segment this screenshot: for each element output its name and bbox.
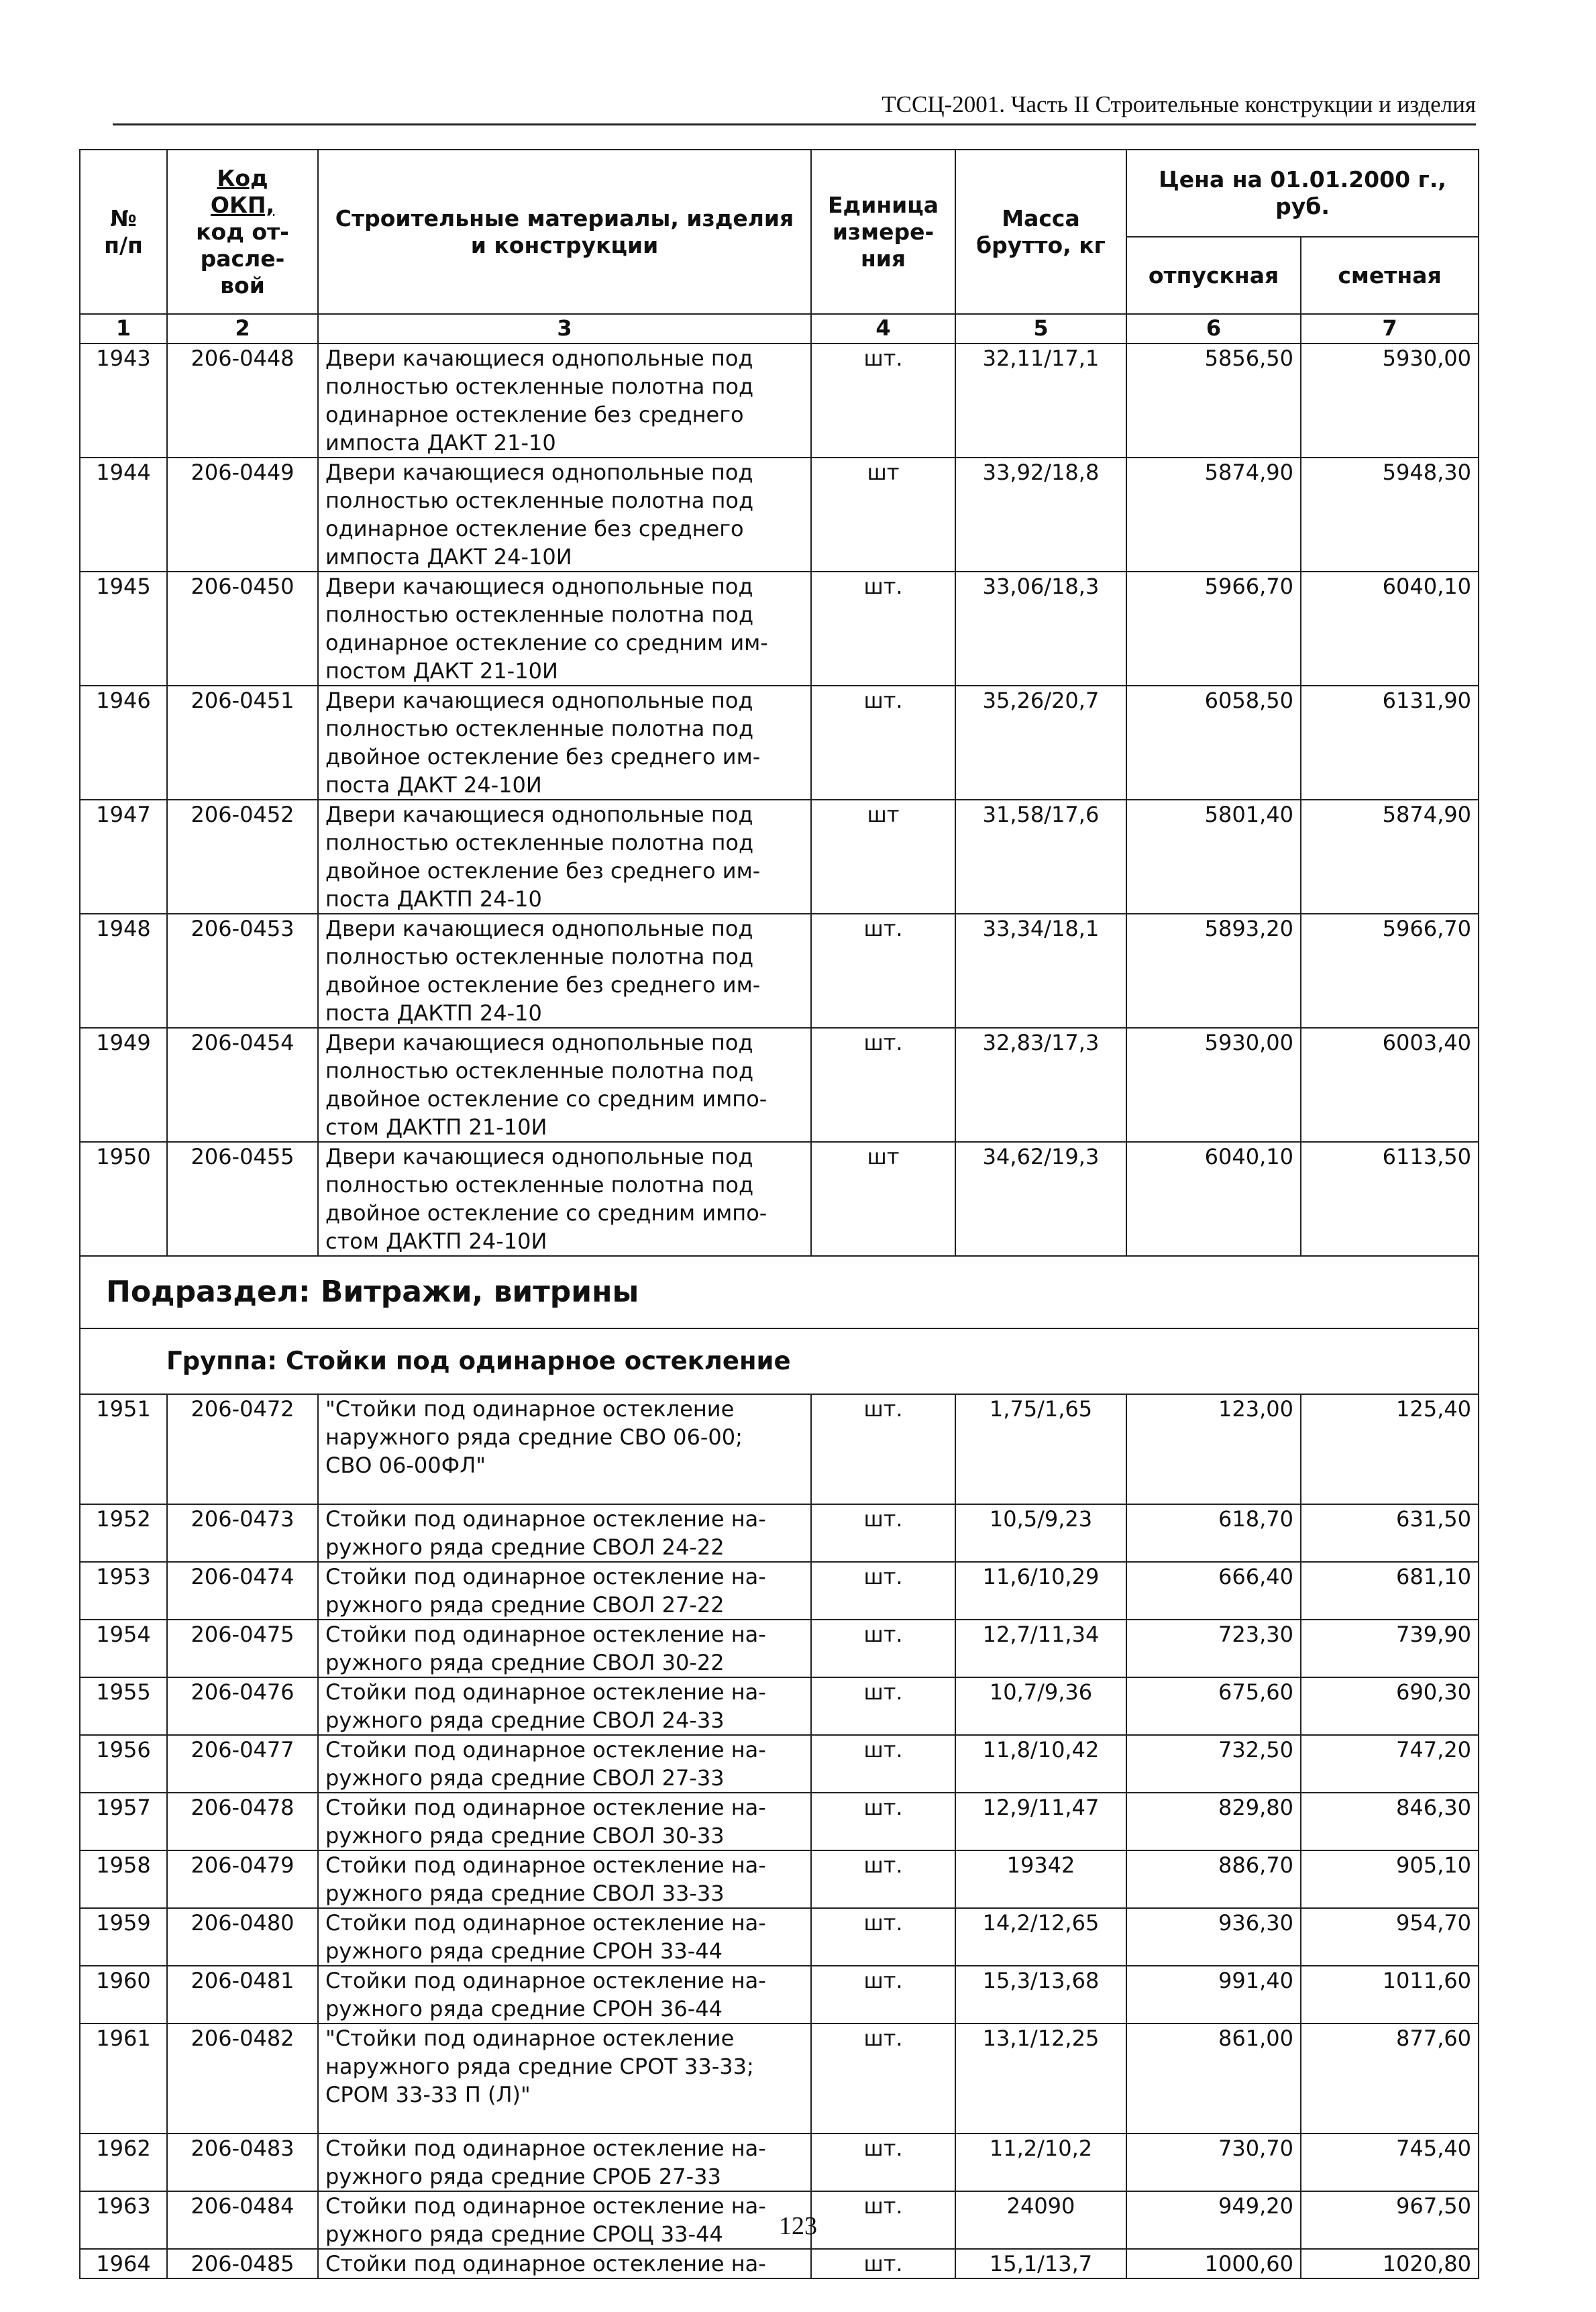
estimate-price: 6003,40 (1301, 1028, 1479, 1142)
table-row (80, 1677, 1479, 1735)
table-row (80, 2134, 1479, 2191)
gross-mass: 24090 (955, 2191, 1126, 2249)
gross-mass: 12,7/11,34 (955, 1620, 1126, 1677)
gross-mass: 10,5/9,23 (955, 1504, 1126, 1562)
material-description (318, 1735, 811, 1793)
header-unit: Единица измере- ния (811, 150, 955, 314)
description-line: Стойки под одинарное остекление на- (325, 1968, 766, 1993)
gross-mass: 15,3/13,68 (955, 1966, 1126, 2024)
estimate-price: 967,50 (1301, 2191, 1479, 2249)
description-line: ружного ряда средние СРОН 36-44 (325, 1996, 723, 2021)
okp-code: 206-0472 (167, 1394, 318, 1504)
description-line: Двери качающиеся однопольные под (325, 1144, 753, 1169)
row-number: 1950 (80, 1142, 167, 1256)
estimate-price: 681,10 (1301, 1562, 1479, 1620)
estimate-price: 125,40 (1301, 1394, 1479, 1504)
row-number: 1945 (80, 572, 167, 686)
release-price: 5856,50 (1126, 344, 1301, 458)
gross-mass: 33,92/18,8 (955, 458, 1126, 572)
description-line: поста ДАКТП 24-10 (325, 1000, 542, 1026)
row-number: 1958 (80, 1850, 167, 1908)
description-line: наружного ряда средние СВО 06-00; (325, 1424, 743, 1450)
release-price: 675,60 (1126, 1677, 1301, 1735)
description-line: двойное остекление со средним импо- (325, 1086, 767, 1112)
estimate-price: 1020,80 (1301, 2249, 1479, 2278)
unit: шт. (811, 1735, 955, 1793)
header-mass: Масса брутто, кг (955, 150, 1126, 314)
row-number: 1946 (80, 686, 167, 800)
description-line: полностью остекленные полотна под (325, 716, 754, 741)
row-number: 1947 (80, 800, 167, 914)
table-row (80, 1394, 1479, 1504)
group-title-row (80, 1328, 1479, 1394)
okp-code: 206-0479 (167, 1850, 318, 1908)
estimate-price: 1011,60 (1301, 1966, 1479, 2024)
row-number: 1955 (80, 1677, 167, 1735)
description-line: Стойки под одинарное остекление на- (325, 1737, 766, 1763)
gross-mass: 33,34/18,1 (955, 914, 1126, 1028)
description-line: Стойки под одинарное остекление на- (325, 2193, 766, 2219)
description-line: ружного ряда средние СВОЛ 27-33 (325, 1765, 725, 1791)
unit: шт. (811, 2024, 955, 2134)
estimate-price: 6113,50 (1301, 1142, 1479, 1256)
release-price: 991,40 (1126, 1966, 1301, 2024)
description-line: Стойки под одинарное остекление на- (325, 1679, 766, 1705)
release-price: 5893,20 (1126, 914, 1301, 1028)
okp-code: 206-0481 (167, 1966, 318, 2024)
table-row (80, 1620, 1479, 1677)
unit: шт. (811, 1850, 955, 1908)
row-number: 1952 (80, 1504, 167, 1562)
estimate-price: 5966,70 (1301, 914, 1479, 1028)
description-line: двойное остекление со средним импо- (325, 1200, 767, 1226)
estimate-price: 6040,10 (1301, 572, 1479, 686)
release-price: 123,00 (1126, 1394, 1301, 1504)
okp-code: 206-0473 (167, 1504, 318, 1562)
description-line: полностью остекленные полотна под (325, 1058, 754, 1084)
estimate-price: 631,50 (1301, 1504, 1479, 1562)
release-price: 666,40 (1126, 1562, 1301, 1620)
row-number: 1960 (80, 1966, 167, 2024)
material-description (318, 1504, 811, 1562)
material-description (318, 1142, 811, 1256)
okp-code: 206-0452 (167, 800, 318, 914)
material-description (318, 914, 811, 1028)
description-line: Двери качающиеся однопольные под (325, 916, 753, 941)
material-description (318, 686, 811, 800)
description-line: Стойки под одинарное остекление на- (325, 2136, 766, 2161)
row-number: 1963 (80, 2191, 167, 2249)
estimate-price: 745,40 (1301, 2134, 1479, 2191)
description-line: поста ДАКТ 24-10И (325, 772, 542, 798)
unit: шт. (811, 1028, 955, 1142)
description-line: ружного ряда средние СВОЛ 30-33 (325, 1823, 725, 1848)
release-price: 5930,00 (1126, 1028, 1301, 1142)
description-line: Стойки под одинарное остекление на- (325, 1564, 766, 1589)
description-line: ружного ряда средние СРОН 33-44 (325, 1938, 723, 1964)
table-row (80, 572, 1479, 686)
gross-mass: 32,83/17,3 (955, 1028, 1126, 1142)
description-line: Стойки под одинарное остекление на- (325, 1795, 766, 1820)
table-row (80, 1735, 1479, 1793)
estimate-price: 905,10 (1301, 1850, 1479, 1908)
gross-mass: 19342 (955, 1850, 1126, 1908)
material-description (318, 2249, 811, 2278)
release-price: 6058,50 (1126, 686, 1301, 800)
estimate-price: 6131,90 (1301, 686, 1479, 800)
table-row (80, 2024, 1479, 2134)
header-release-price: отпускная (1126, 237, 1301, 314)
gross-mass: 12,9/11,47 (955, 1793, 1126, 1850)
okp-code: 206-0453 (167, 914, 318, 1028)
release-price: 5966,70 (1126, 572, 1301, 686)
gross-mass: 32,11/17,1 (955, 344, 1126, 458)
header-name: Строительные материалы, изделия и конструкции (318, 150, 811, 314)
description-line: Двери качающиеся однопольные под (325, 1030, 753, 1055)
description-line: ружного ряда средние СРОБ 27-33 (325, 2164, 721, 2189)
unit: шт. (811, 2249, 955, 2278)
description-line: двойное остекление без среднего им- (325, 858, 761, 884)
header-estimate-price: сметная (1301, 237, 1479, 314)
description-line: полностью остекленные полотна под (325, 602, 754, 627)
description-line: ружного ряда средние СРОЦ 33-44 (325, 2221, 723, 2247)
description-line: Стойки под одинарное остекление на- (325, 1506, 766, 1532)
estimate-price: 954,70 (1301, 1908, 1479, 1966)
release-price: 949,20 (1126, 2191, 1301, 2249)
description-line: поста ДАКТП 24-10 (325, 886, 542, 912)
gross-mass: 15,1/13,7 (955, 2249, 1126, 2278)
unit: шт. (811, 1620, 955, 1677)
description-line: стом ДАКТП 21-10И (325, 1114, 547, 1140)
release-price: 5874,90 (1126, 458, 1301, 572)
okp-code: 206-0483 (167, 2134, 318, 2191)
okp-code: 206-0476 (167, 1677, 318, 1735)
unit: шт. (811, 344, 955, 458)
price-table (79, 149, 1479, 2279)
estimate-price: 690,30 (1301, 1677, 1479, 1735)
unit: шт (811, 458, 955, 572)
header-price-group: Цена на 01.01.2000 г., руб. (1126, 150, 1479, 237)
row-number: 1948 (80, 914, 167, 1028)
material-description (318, 1966, 811, 2024)
row-number: 1951 (80, 1394, 167, 1504)
table-row (80, 686, 1479, 800)
table-row (80, 1504, 1479, 1562)
description-line: полностью остекленные полотна под (325, 1172, 754, 1198)
unit: шт. (811, 1394, 955, 1504)
row-number: 1953 (80, 1562, 167, 1620)
description-line: Двери качающиеся однопольные под (325, 688, 753, 713)
table-row (80, 344, 1479, 458)
gross-mass: 14,2/12,65 (955, 1908, 1126, 1966)
table-row (80, 1850, 1479, 1908)
table-row (80, 1028, 1479, 1142)
gross-mass: 1,75/1,65 (955, 1394, 1126, 1504)
description-line: полностью остекленные полотна под (325, 374, 754, 399)
material-description (318, 800, 811, 914)
unit: шт. (811, 1562, 955, 1620)
description-line: СРОМ 33-33 П (Л)" (325, 2082, 531, 2107)
description-line: ружного ряда средние СВОЛ 33-33 (325, 1881, 725, 1906)
description-line: Стойки под одинарное остекление на- (325, 1622, 766, 1647)
gross-mass: 13,1/12,25 (955, 2024, 1126, 2134)
material-description (318, 2134, 811, 2191)
description-line: ружного ряда средние СВОЛ 24-22 (325, 1534, 725, 1560)
release-price: 618,70 (1126, 1504, 1301, 1562)
okp-code: 206-0448 (167, 344, 318, 458)
unit: шт. (811, 914, 955, 1028)
material-description (318, 1677, 811, 1735)
unit: шт. (811, 572, 955, 686)
description-line: импоста ДАКТ 24-10И (325, 544, 572, 570)
release-price: 1000,60 (1126, 2249, 1301, 2278)
description-line: постом ДАКТ 21-10И (325, 658, 558, 684)
gross-mass: 35,26/20,7 (955, 686, 1126, 800)
table-row (80, 1142, 1479, 1256)
description-line: Двери качающиеся однопольные под (325, 346, 753, 371)
okp-code: 206-0455 (167, 1142, 318, 1256)
description-line: Стойки под одинарное остекление на- (325, 2251, 766, 2276)
okp-code: 206-0485 (167, 2249, 318, 2278)
unit: шт. (811, 2134, 955, 2191)
unit: шт. (811, 2191, 955, 2249)
row-number: 1964 (80, 2249, 167, 2278)
table-row (80, 1966, 1479, 2024)
description-line: "Стойки под одинарное остекление (325, 1396, 735, 1422)
description-line: СВО 06-00ФЛ" (325, 1453, 486, 1478)
estimate-price: 5948,30 (1301, 458, 1479, 572)
column-numbers-row: 1 2 3 4 5 6 7 (80, 314, 1479, 344)
description-line: одинарное остекление со средним им- (325, 630, 768, 655)
estimate-price: 877,60 (1301, 2024, 1479, 2134)
gross-mass: 34,62/19,3 (955, 1142, 1126, 1256)
row-number: 1956 (80, 1735, 167, 1793)
okp-code: 206-0482 (167, 2024, 318, 2134)
row-number: 1961 (80, 2024, 167, 2134)
material-description (318, 344, 811, 458)
estimate-price: 739,90 (1301, 1620, 1479, 1677)
table-row (80, 800, 1479, 914)
description-line: Двери качающиеся однопольные под (325, 574, 753, 599)
gross-mass: 33,06/18,3 (955, 572, 1126, 686)
row-number: 1949 (80, 1028, 167, 1142)
material-description (318, 458, 811, 572)
row-number: 1962 (80, 2134, 167, 2191)
description-line: "Стойки под одинарное остекление (325, 2026, 735, 2051)
release-price: 936,30 (1126, 1908, 1301, 1966)
page-number: 123 (779, 2212, 817, 2240)
description-line: ружного ряда средние СВОЛ 24-33 (325, 1707, 725, 1733)
description-line: двойное остекление без среднего им- (325, 744, 761, 770)
estimate-price: 5930,00 (1301, 344, 1479, 458)
unit: шт (811, 1142, 955, 1256)
unit: шт. (811, 1677, 955, 1735)
unit: шт. (811, 1908, 955, 1966)
release-price: 732,50 (1126, 1735, 1301, 1793)
subsection-title-row (80, 1256, 1479, 1328)
description-line: одинарное остекление без среднего (325, 402, 744, 427)
row-number: 1959 (80, 1908, 167, 1966)
row-number: 1957 (80, 1793, 167, 1850)
description-line: одинарное остекление без среднего (325, 516, 744, 541)
description-line: Стойки под одинарное остекление на- (325, 1852, 766, 1878)
header-num: № п/п (80, 150, 167, 314)
okp-code: 206-0484 (167, 2191, 318, 2249)
material-description (318, 2024, 811, 2134)
table-row (80, 2249, 1479, 2278)
group-title: Группа: Стойки под одинарное остекление (80, 1328, 1479, 1394)
description-line: ружного ряда средние СВОЛ 27-22 (325, 1592, 725, 1618)
description-line: Стойки под одинарное остекление на- (325, 1910, 766, 1936)
description-line: ружного ряда средние СВОЛ 30-22 (325, 1650, 725, 1675)
okp-code: 206-0475 (167, 1620, 318, 1677)
estimate-price: 846,30 (1301, 1793, 1479, 1850)
table-row (80, 1562, 1479, 1620)
gross-mass: 11,2/10,2 (955, 2134, 1126, 2191)
description-line: полностью остекленные полотна под (325, 488, 754, 513)
description-line: импоста ДАКТ 21-10 (325, 430, 556, 456)
okp-code: 206-0477 (167, 1735, 318, 1793)
description-line: полностью остекленные полотна под (325, 944, 754, 969)
release-price: 5801,40 (1126, 800, 1301, 914)
row-number: 1954 (80, 1620, 167, 1677)
material-description (318, 1620, 811, 1677)
estimate-price: 5874,90 (1301, 800, 1479, 914)
okp-code: 206-0454 (167, 1028, 318, 1142)
table-row (80, 914, 1479, 1028)
release-price: 723,30 (1126, 1620, 1301, 1677)
gross-mass: 31,58/17,6 (955, 800, 1126, 914)
okp-code: 206-0450 (167, 572, 318, 686)
description-line: двойное остекление без среднего им- (325, 972, 761, 998)
okp-code: 206-0451 (167, 686, 318, 800)
material-description (318, 1028, 811, 1142)
material-description (318, 1562, 811, 1620)
okp-code: 206-0449 (167, 458, 318, 572)
unit: шт. (811, 1504, 955, 1562)
release-price: 730,70 (1126, 2134, 1301, 2191)
gross-mass: 11,6/10,29 (955, 1562, 1126, 1620)
description-line: Двери качающиеся однопольные под (325, 802, 753, 827)
table-row (80, 458, 1479, 572)
material-description (318, 1908, 811, 1966)
unit: шт. (811, 686, 955, 800)
unit: шт. (811, 1793, 955, 1850)
okp-code: 206-0474 (167, 1562, 318, 1620)
gross-mass: 10,7/9,36 (955, 1677, 1126, 1735)
table-row (80, 1908, 1479, 1966)
release-price: 886,70 (1126, 1850, 1301, 1908)
description-line: наружного ряда средние СРОТ 33-33; (325, 2054, 754, 2079)
release-price: 829,80 (1126, 1793, 1301, 1850)
table-row (80, 1793, 1479, 1850)
release-price: 861,00 (1126, 2024, 1301, 2134)
row-number: 1943 (80, 344, 167, 458)
unit: шт. (811, 1966, 955, 2024)
gross-mass: 11,8/10,42 (955, 1735, 1126, 1793)
okp-code: 206-0480 (167, 1908, 318, 1966)
running-header: ТССЦ-2001. Часть II Строительные конструкции и изделия (113, 86, 1476, 125)
estimate-price: 747,20 (1301, 1735, 1479, 1793)
material-description (318, 1394, 811, 1504)
subsection-title: Подраздел: Витражи, витрины (80, 1256, 1479, 1328)
unit: шт (811, 800, 955, 914)
material-description (318, 572, 811, 686)
description-line: стом ДАКТП 24-10И (325, 1228, 547, 1254)
row-number: 1944 (80, 458, 167, 572)
material-description (318, 1793, 811, 1850)
release-price: 6040,10 (1126, 1142, 1301, 1256)
material-description (318, 1850, 811, 1908)
okp-code: 206-0478 (167, 1793, 318, 1850)
description-line: Двери качающиеся однопольные под (325, 460, 753, 485)
description-line: полностью остекленные полотна под (325, 830, 754, 855)
header-code: Код ОКП, код от- расле- вой (167, 150, 318, 314)
